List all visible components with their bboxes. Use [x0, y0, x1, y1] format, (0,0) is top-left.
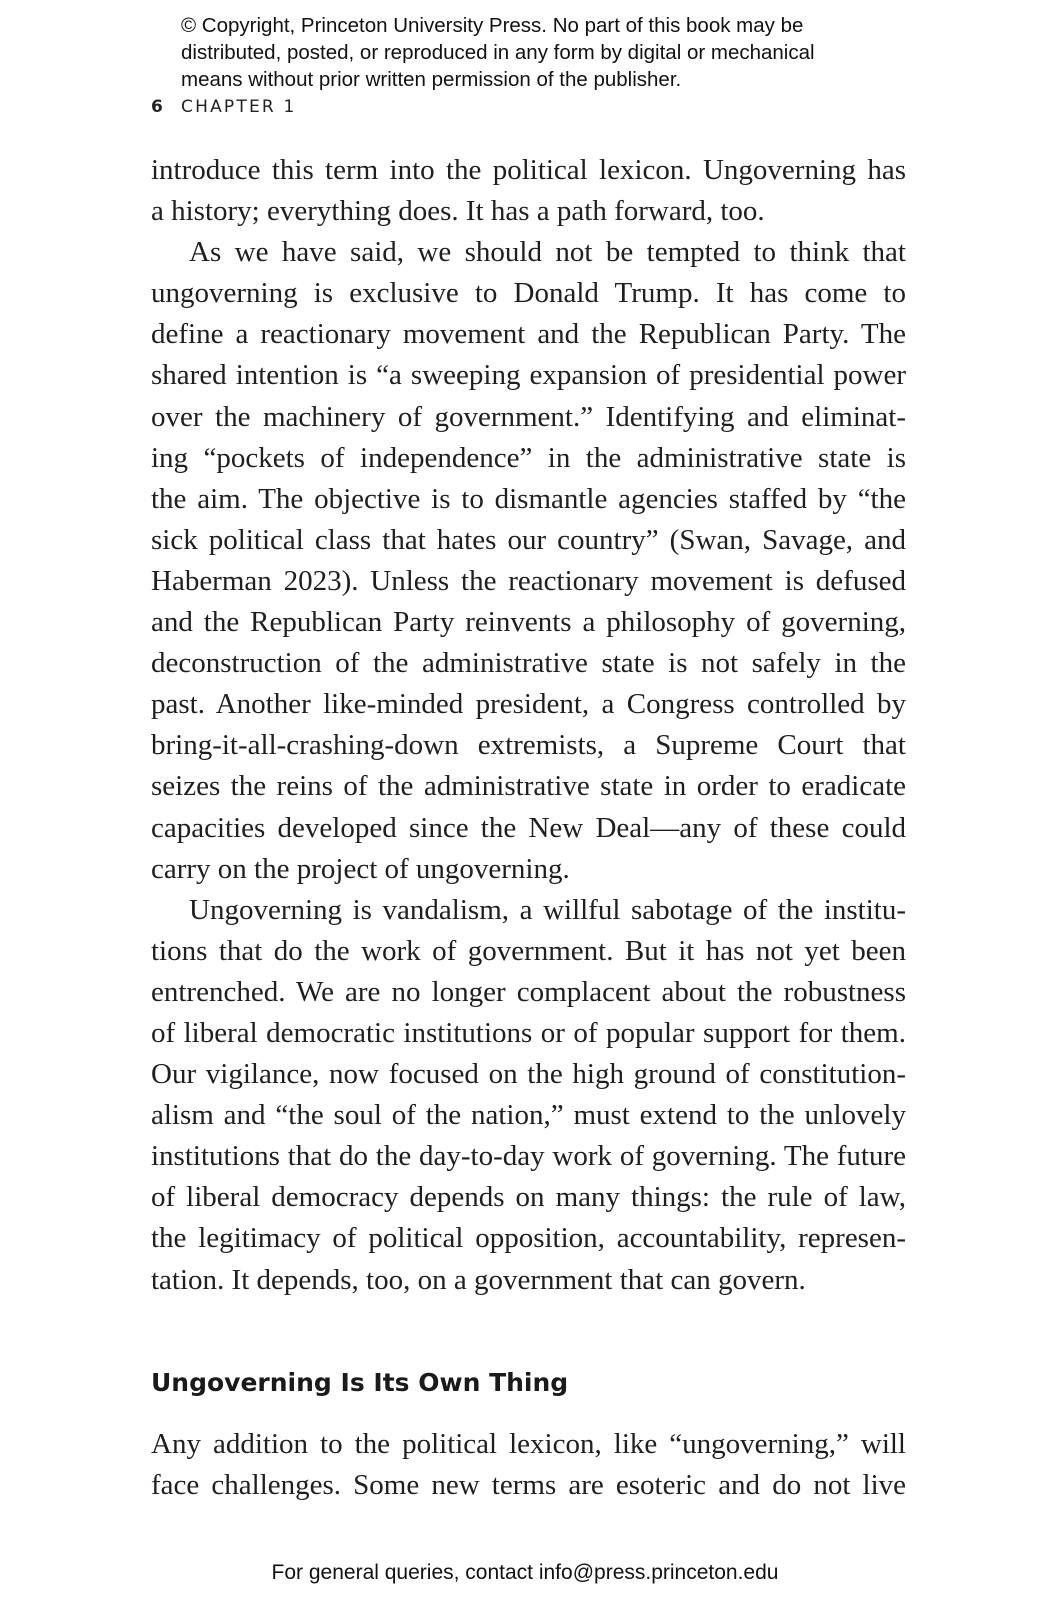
text-line: a history; everything does. It has a path forward, too. [151, 195, 765, 228]
text-line: ungoverning is exclusive to Donald Trump. It has come to [151, 277, 906, 310]
copyright-line: © Copyright, Princeton University Press. No part of this book may be [181, 14, 804, 37]
text-line: deconstruction of the administrative state is not safely in the [151, 647, 906, 680]
text-line: of liberal democratic institutions or of popular support for them. [151, 1016, 906, 1049]
text-line: past. Another like-minded president, a Congress controlled by [151, 688, 906, 721]
text-line: introduce this term into the political lexicon. Ungoverning has [151, 154, 906, 186]
text-line: Any addition to the political lexicon, like “ungoverning,” will [151, 1428, 906, 1460]
text-line: of liberal democracy depends on many things: the rule of law, [151, 1181, 906, 1214]
text-line: Haberman 2023). Unless the reactionary movement is defused [151, 564, 906, 597]
text-line: capacities developed since the New Deal—any of these could [151, 811, 906, 844]
text-line: over the machinery of government.” Identifying and eliminat- [151, 400, 906, 433]
text-line: institutions that do the day-to-day work of governing. The future [151, 1140, 906, 1173]
text-line: face challenges. Some new terms are esoteric and do not live [151, 1469, 906, 1502]
text-line: define a reactionary movement and the Republican Party. The [151, 318, 906, 351]
copyright-notice [181, 12, 941, 93]
text-line: carry on the project of ungoverning. [151, 852, 570, 885]
chapter-label: CHAPTER 1 [181, 97, 297, 117]
section-heading: Ungoverning Is Its Own Thing [151, 1368, 569, 1397]
copyright-line: distributed, posted, or reproduced in any form by digital or mechanical [181, 41, 815, 64]
text-line: the aim. The objective is to dismantle agencies staffed by “the [151, 482, 906, 515]
text-line: ing “pockets of independence” in the administrative state is [151, 441, 906, 474]
body-text [151, 150, 906, 1301]
text-line: Ungoverning is vandalism, a willful sabotage of the institu- [189, 893, 906, 926]
footer-contact: For general queries, contact info@press.princeton.edu [271, 1561, 779, 1584]
text-line: alism and “the soul of the nation,” must extend to the unlovely [151, 1099, 906, 1132]
section-body-text [151, 1424, 906, 1506]
text-line: the legitimacy of political opposition, accountability, represen- [151, 1222, 906, 1255]
text-line: As we have said, we should not be tempted to think that [189, 236, 906, 269]
text-line: bring-it-all-crashing-down extremists, a Supreme Court that [151, 729, 906, 762]
text-line: entrenched. We are no longer complacent about the robustness [151, 975, 906, 1008]
text-line: and the Republican Party reinvents a philosophy of governing, [151, 606, 906, 639]
running-head [151, 97, 297, 117]
text-line: tions that do the work of government. But it has not yet been [151, 934, 906, 967]
copyright-line: means without prior written permission of the publisher. [181, 68, 682, 91]
page-number: 6 [151, 97, 166, 117]
text-line: shared intention is “a sweeping expansion of presidential power [151, 359, 906, 392]
text-line: Our vigilance, now focused on the high ground of constitution- [151, 1058, 906, 1091]
text-line: seizes the reins of the administrative state in order to eradicate [151, 770, 906, 803]
text-line: tation. It depends, too, on a government that can govern. [151, 1263, 806, 1296]
text-line: sick political class that hates our country” (Swan, Savage, and [151, 523, 906, 556]
